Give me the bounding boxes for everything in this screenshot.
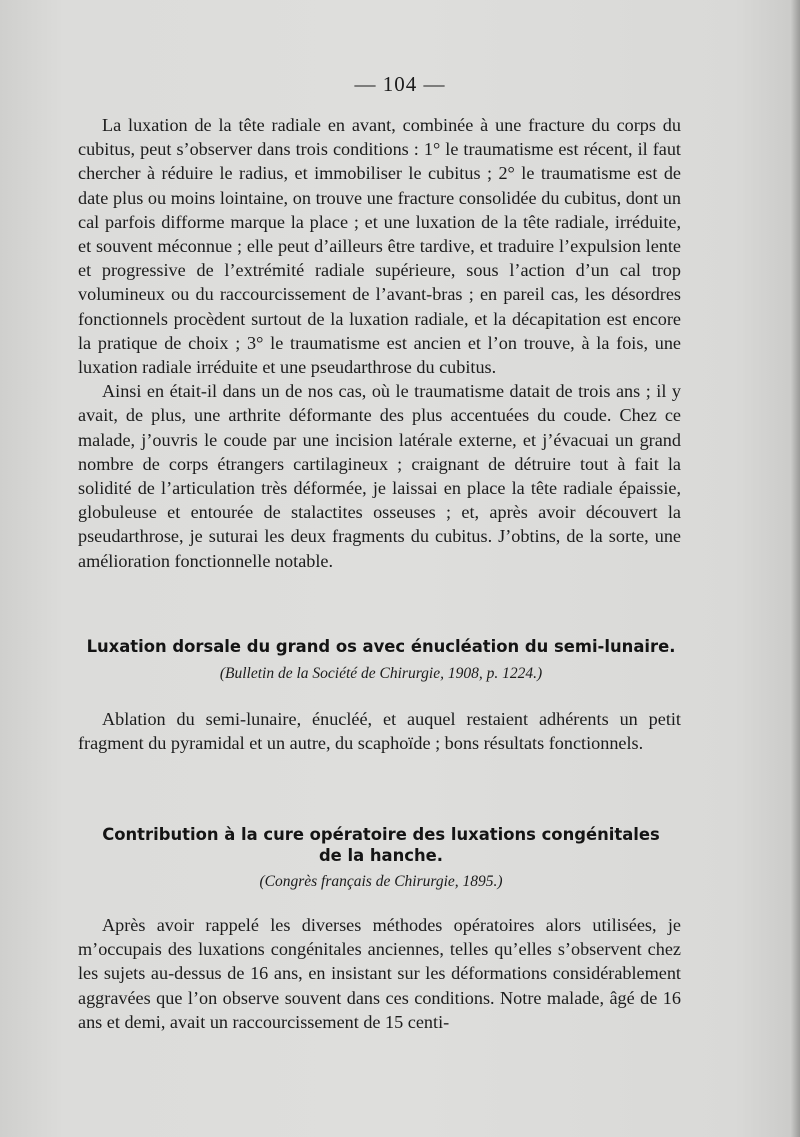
citation-congres-chirurgie: (Congrès français de Chirurgie, 1895.)	[259, 873, 503, 890]
section-title-luxation-dorsale: Luxation dorsale du grand os avec énucléation du semi-lunaire.	[86, 637, 676, 656]
page-number: — 104 —	[354, 72, 446, 96]
paragraph: Après avoir rappelé les diverses méthodes opératoires alors utilisées, je m’occupais des luxations congénitales anciennes, telles qu’elles s’observent chez les sujets au-dessus de 16 ans, en insistant sur les déformations considérablement aggravées que l’on observe souvent dans ces conditions. Notre malade, âgé de 16 ans et demi, avait un raccourcissement de 15 centi-	[78, 915, 681, 1032]
title-line: de la hanche.	[318, 846, 444, 865]
title-line: Contribution à la cure opératoire des luxations congénitales	[102, 825, 660, 844]
section-title-luxations-congenitales	[78, 824, 684, 866]
section-dorsale-body	[78, 707, 681, 755]
intro-section	[78, 113, 681, 573]
paragraph: Ablation du semi-lunaire, énucléé, et auquel restaient adhérents un petit fragment du pyramidal et un autre, du scaphoïde ; bons résultats fonctionnels.	[78, 709, 681, 754]
paragraph: Ainsi en était-il dans un de nos cas, où le traumatisme datait de trois ans ; il y avait, de plus, une arthrite déformante des plus accentuées du coude. Chez ce malade, j’ouvris le coude par une incision latérale externe, et j’évacuai un grand nombre de corps étrangers cartilagineux ; craignant de détruire tout à fait la solidité de l’articulation très déformée, je laissai en place la tête radiale épaissie, globuleuse et entourée de stalactites osseuses ; et, après avoir découvert la pseudarthrose, je suturai les deux fragments du cubitus. J’obtins, de la sorte, une amélioration fonctionnelle notable.	[78, 381, 681, 571]
paragraph: La luxation de la tête radiale en avant, combinée à une fracture du corps du cubitus, peut s’observer dans trois conditions : 1° le traumatisme est récent, il faut chercher à réduire le radius, et immobiliser le cubitus ; 2° le traumatisme est de date plus ou moins lointaine, on trouve une fracture consolidée du cubitus, dont un cal parfois difforme marque la place ; et une luxation de la tête radiale, irréduite, et souvent méconnue ; elle peut d’ailleurs être tardive, et traduire l’expulsion lente et progressive de l’extrémité radiale supérieure, sous l’action d’un cal trop volumineux ou du raccourcissement de l’avant-bras ; en pareil cas, les désordres fonctionnels procèdent surtout de la luxation radiale, et la décapitation est encore la pratique de choix ; 3° le traumatisme est ancien et l’on trouve, à la fois, une luxation radiale irréduite et une pseudarthrose du cubitus.	[78, 115, 681, 378]
citation-bulletin-chirurgie: (Bulletin de la Société de Chirurgie, 1908, p. 1224.)	[219, 665, 543, 682]
section-hanche-body	[78, 913, 681, 1034]
page-edge-shadow	[790, 0, 800, 1137]
